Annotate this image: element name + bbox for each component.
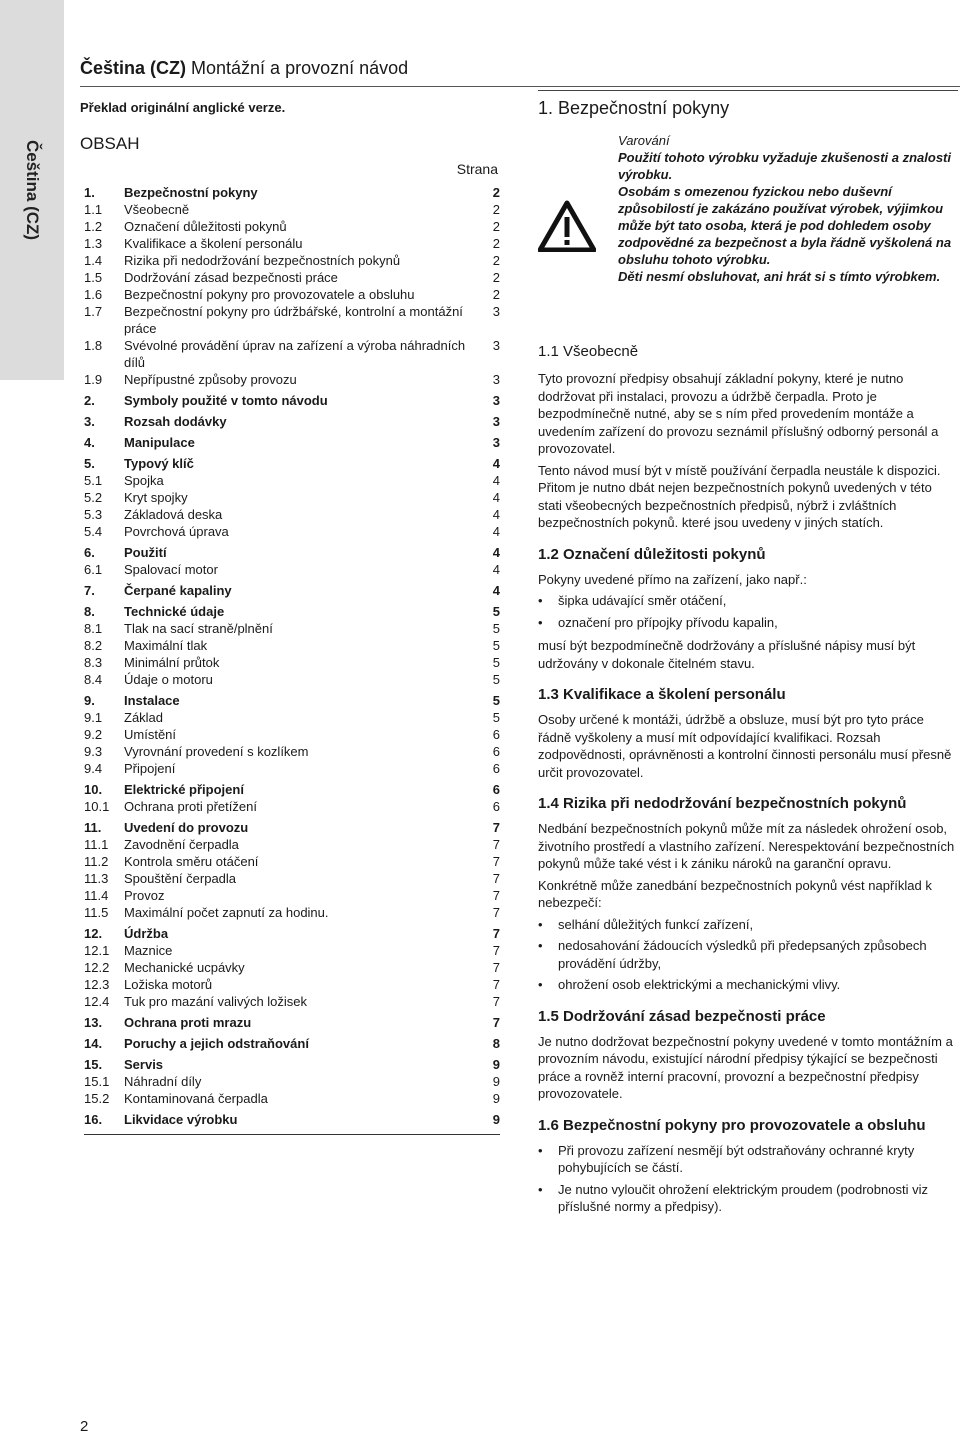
toc-number: 10. <box>84 782 103 797</box>
toc-page: 7 <box>492 977 500 992</box>
toc-row <box>84 489 500 506</box>
toc-row <box>84 184 500 201</box>
toc-page: 9 <box>492 1074 500 1089</box>
toc-label: Symboly použité v tomto návodu <box>124 393 328 408</box>
toc-page: 8 <box>492 1036 500 1051</box>
toc-label: Tlak na sací straně/plnění <box>124 621 273 636</box>
toc-row <box>84 620 500 637</box>
toc-row <box>84 544 500 561</box>
toc-label: Umístění <box>124 727 177 742</box>
title-divider <box>80 86 960 87</box>
toc-page: 4 <box>492 473 500 488</box>
toc-row <box>84 1090 500 1107</box>
toc-row <box>84 836 500 853</box>
toc-page: 7 <box>492 871 500 886</box>
toc-row <box>84 286 500 303</box>
toc-label: Elektrické připojení <box>124 782 244 797</box>
toc-number: 11.4 <box>84 888 109 903</box>
toc-page: 4 <box>492 562 500 577</box>
section-1-3-heading: 1.3 Kvalifikace a školení personálu <box>538 686 786 703</box>
toc-number: 11.5 <box>84 905 109 920</box>
toc-row <box>84 925 500 942</box>
toc-label: Likvidace výrobku <box>124 1112 238 1127</box>
warning-line: Použití tohoto výrobku vyžaduje zkušenosti a znalosti výrobku. <box>618 150 951 182</box>
toc-number: 5.1 <box>84 473 103 488</box>
toc-row <box>84 1111 500 1128</box>
toc-number: 15.1 <box>84 1074 110 1089</box>
paragraph: Pokyny uvedené přímo na zařízení, jako např.: <box>538 571 807 587</box>
toc-page: 7 <box>492 820 500 835</box>
toc-page: 6 <box>492 727 500 742</box>
toc-row <box>84 561 500 578</box>
toc-label: Bezpečnostní pokyny pro údržbářské, kontrolní a montážní práce <box>124 304 463 336</box>
toc-number: 15.2 <box>84 1091 110 1106</box>
toc-page: 5 <box>492 621 500 636</box>
toc-label: Ložiska motorů <box>124 977 213 992</box>
toc-page: 4 <box>492 545 500 560</box>
page-title-rest: Montážní a provozní návod <box>186 58 409 78</box>
toc-label: Technické údaje <box>124 604 225 619</box>
toc-label: Maznice <box>124 943 173 958</box>
toc-page: 3 <box>492 304 500 319</box>
toc-label: Svévolné provádění úprav na zařízení a výroba náhradních dílů <box>124 338 466 370</box>
toc-page: 6 <box>492 799 500 814</box>
toc-label: Označení důležitosti pokynů <box>124 219 287 234</box>
toc-label: Uvedení do provozu <box>124 820 249 835</box>
toc-page: 2 <box>492 287 500 302</box>
warning-label: Varování <box>618 133 670 148</box>
toc-label: Spouštění čerpadla <box>124 871 237 886</box>
list-item: • Při provozu zařízení nesmějí být odstraňovány ochranné kryty pohybujících se částí. <box>538 1142 958 1177</box>
toc-page: 2 <box>492 185 500 200</box>
toc-page: 7 <box>492 905 500 920</box>
toc-row <box>84 637 500 654</box>
toc-number: 5.3 <box>84 507 103 522</box>
language-side-tab <box>0 0 64 380</box>
paragraph: Tento návod musí být v místě používání čerpadla neustále k dispozici. Přitom je nutno dbát nejen bezpečnostních pokynů uvedených v této stati všeobecných bezpečnostních předpisů, nýbrž i zvláštních bezpečnostních pokynů. které jsou uvedeny v jiných statích. <box>538 462 941 530</box>
toc-row <box>84 959 500 976</box>
list-item: • označení pro přípojky přívodu kapalin, <box>538 614 958 632</box>
toc-number: 9. <box>84 693 95 708</box>
page-title <box>80 58 408 79</box>
toc-row <box>84 582 500 599</box>
list-item: • šipka udávající směr otáčení, <box>538 592 958 610</box>
toc-number: 1.4 <box>84 253 103 268</box>
toc-number: 6.1 <box>84 562 103 577</box>
toc-row <box>84 904 500 921</box>
toc-row <box>84 671 500 688</box>
toc-label: Základ <box>124 710 164 725</box>
toc-row <box>84 709 500 726</box>
toc-label: Dodržování zásad bezpečnosti práce <box>124 270 338 285</box>
toc-number: 1. <box>84 185 95 200</box>
list-item: • Je nutno vyloučit ohrožení elektrickým proudem (podrobnosti viz příslušné normy a předpisy). <box>538 1181 958 1216</box>
page-number: 2 <box>80 1418 89 1435</box>
toc-number: 8.2 <box>84 638 103 653</box>
toc-label: Spalovací motor <box>124 562 218 577</box>
toc-heading: OBSAH <box>80 134 140 153</box>
toc-number: 6. <box>84 545 95 560</box>
toc-label: Kontaminovaná čerpadla <box>124 1091 268 1106</box>
toc-page: 6 <box>492 761 500 776</box>
toc-page-column-header: Strana <box>456 161 498 177</box>
toc-row <box>84 413 500 430</box>
toc-label: Ochrana proti přetížení <box>124 799 257 814</box>
toc-page: 9 <box>492 1091 500 1106</box>
section-1-1-heading: 1.1 Všeobecně <box>538 343 639 360</box>
toc-label: Ochrana proti mrazu <box>124 1015 252 1030</box>
warning-text <box>618 132 958 285</box>
toc-label: Provoz <box>124 888 165 903</box>
toc-number: 8.4 <box>84 672 103 687</box>
toc-number: 12.2 <box>84 960 110 975</box>
toc-page: 7 <box>492 854 500 869</box>
bullet-list <box>538 592 958 631</box>
toc-page: 7 <box>492 1015 500 1030</box>
toc-row <box>84 654 500 671</box>
toc-label: Připojení <box>124 761 176 776</box>
toc-page: 9 <box>492 1112 500 1127</box>
toc-number: 15. <box>84 1057 103 1072</box>
toc-label: Instalace <box>124 693 180 708</box>
toc-label: Kryt spojky <box>124 490 188 505</box>
toc-page: 3 <box>492 414 500 429</box>
toc-page: 3 <box>492 435 500 450</box>
toc-page: 3 <box>492 393 500 408</box>
toc-page: 7 <box>492 926 500 941</box>
toc-number: 9.4 <box>84 761 103 776</box>
toc-number: 11.1 <box>84 837 109 852</box>
toc-label: Rizika při nedodržování bezpečnostních pokynů <box>124 253 401 268</box>
toc-page: 4 <box>492 524 500 539</box>
toc-row <box>84 235 500 252</box>
toc-page: 6 <box>492 782 500 797</box>
section-1-5-heading: 1.5 Dodržování zásad bezpečnosti práce <box>538 1007 826 1025</box>
toc-row <box>84 798 500 815</box>
toc-label: Spojka <box>124 473 164 488</box>
section-1-rule <box>538 90 958 91</box>
list-item: • nedosahování žádoucích výsledků při předepsaných způsobech provádění údržby, <box>538 937 958 972</box>
side-tab-label: Čeština (CZ) <box>23 139 42 241</box>
toc-label: Typový klíč <box>124 456 194 471</box>
toc-page: 7 <box>492 943 500 958</box>
toc-row <box>84 523 500 540</box>
toc-label: Zavodnění čerpadla <box>124 837 239 852</box>
toc-page: 2 <box>492 270 500 285</box>
bullet-list <box>538 1142 958 1216</box>
toc-number: 5.2 <box>84 490 103 505</box>
toc-number: 9.2 <box>84 727 103 742</box>
toc-label: Maximální počet zapnutí za hodinu. <box>124 905 329 920</box>
toc-row <box>84 1014 500 1031</box>
toc-number: 11.3 <box>84 871 109 886</box>
toc-label: Čerpané kapaliny <box>124 583 232 598</box>
toc-label: Mechanické ucpávky <box>124 960 245 975</box>
toc-label: Kontrola směru otáčení <box>124 854 259 869</box>
toc-row <box>84 1035 500 1052</box>
toc-label: Povrchová úprava <box>124 524 229 539</box>
toc-row <box>84 434 500 451</box>
toc-row <box>84 993 500 1010</box>
toc-number: 8.1 <box>84 621 103 636</box>
toc-number: 13. <box>84 1015 103 1030</box>
toc-label: Minimální průtok <box>124 655 220 670</box>
toc-page: 4 <box>492 490 500 505</box>
paragraph: Je nutno dodržovat bezpečnostní pokyny uvedené v tomto montážním a provozním návodu, existující národní předpisy týkající se bezpečnosti práce a rovněž interní pracovní, provozní a bezpečnostní předpisy provozovatele. <box>538 1033 953 1101</box>
paragraph: Konkrétně může zanedbání bezpečnostních pokynů vést například k nebezpečí: <box>538 877 932 910</box>
toc-row <box>84 1056 500 1073</box>
toc-page: 7 <box>492 888 500 903</box>
bullet-list <box>538 916 958 994</box>
toc-row <box>84 252 500 269</box>
table-of-contents <box>84 184 500 1128</box>
toc-row <box>84 218 500 235</box>
toc-number: 1.5 <box>84 270 103 285</box>
section-1-2-heading: 1.2 Označení důležitosti pokynů <box>538 545 766 563</box>
toc-number: 1.6 <box>84 287 103 302</box>
subtitle: Překlad originální anglické verze. <box>80 100 286 115</box>
toc-label: Všeobecně <box>124 202 190 217</box>
toc-row <box>84 760 500 777</box>
toc-page: 3 <box>492 372 500 387</box>
toc-number: 11. <box>84 820 102 835</box>
list-item: • ohrožení osob elektrickými a mechanickými vlivy. <box>538 976 958 994</box>
section-1-4-heading: 1.4 Rizika při nedodržování bezpečnostních pokynů <box>538 795 907 812</box>
toc-row <box>84 337 500 371</box>
toc-row <box>84 506 500 523</box>
toc-page: 3 <box>492 338 500 353</box>
warning-line: Děti nesmí obsluhovat, ani hrát si s tímto výrobkem. <box>618 269 941 284</box>
toc-number: 1.1 <box>84 202 103 217</box>
toc-label: Bezpečnostní pokyny <box>124 185 258 200</box>
toc-label: Maximální tlak <box>124 638 208 653</box>
toc-number: 12. <box>84 926 103 941</box>
toc-page: 5 <box>492 604 500 619</box>
section-1-heading: 1. Bezpečnostní pokyny <box>538 98 730 118</box>
toc-page: 2 <box>492 253 500 268</box>
toc-page: 7 <box>492 994 500 1009</box>
toc-row <box>84 371 500 388</box>
toc-row <box>84 726 500 743</box>
toc-page: 7 <box>492 960 500 975</box>
toc-number: 12.4 <box>84 994 110 1009</box>
sections-body <box>538 343 958 1222</box>
toc-number: 9.3 <box>84 744 103 759</box>
toc-label: Servis <box>124 1057 164 1072</box>
toc-page: 2 <box>492 219 500 234</box>
toc-page: 4 <box>492 507 500 522</box>
toc-number: 1.9 <box>84 372 103 387</box>
toc-row <box>84 455 500 472</box>
paragraph: Nedbání bezpečnostních pokynů může mít za následek ohrožení osob, životního prostředí a vlastního zařízení. Nerespektování bezpečnostních pokynů může také vést i k zániku nároků na garanční opravu. <box>538 821 955 871</box>
page-title-language: Čeština (CZ) <box>80 58 187 78</box>
toc-number: 5.4 <box>84 524 103 539</box>
toc-page: 6 <box>492 744 500 759</box>
toc-row <box>84 1073 500 1090</box>
warning-triangle-icon <box>538 200 596 252</box>
toc-label: Bezpečnostní pokyny pro provozovatele a obsluhu <box>124 287 415 302</box>
toc-row <box>84 743 500 760</box>
toc-number: 7. <box>84 583 95 598</box>
warning-line: Osobám s omezenou fyzickou nebo duševní způsobilostí je zakázáno používat výrobek, výjimkou může být tato osoba, která je pod dohledem osoby zodpovědné za bezpečnost a byla řádně vyškolená na obsluhu tohoto výrobku. <box>618 184 952 267</box>
toc-row <box>84 942 500 959</box>
toc-label: Použití <box>124 545 167 560</box>
toc-row <box>84 392 500 409</box>
toc-end-rule <box>84 1134 500 1135</box>
list-item: • selhání důležitých funkcí zařízení, <box>538 916 958 934</box>
toc-row <box>84 819 500 836</box>
paragraph: Tyto provozní předpisy obsahují základní pokyny, které je nutno dodržovat při instalaci, provozu a údržbě čerpadla. Proto je bezpodmínečně nutné, aby se s ním před provedením montáže a uvedením zařízení do provozu seznámil příslušný odborný personál a provozovatel. <box>538 371 939 456</box>
toc-number: 12.1 <box>84 943 110 958</box>
toc-page: 2 <box>492 236 500 251</box>
toc-row <box>84 692 500 709</box>
toc-label: Kvalifikace a školení personálu <box>124 236 303 251</box>
toc-number: 10.1 <box>84 799 110 814</box>
toc-label: Vyrovnání provedení s kozlíkem <box>124 744 309 759</box>
toc-page: 2 <box>492 202 500 217</box>
toc-page: 5 <box>492 710 500 725</box>
toc-number: 4. <box>84 435 95 450</box>
toc-row <box>84 870 500 887</box>
toc-label: Tuk pro mazání valivých ložisek <box>124 994 308 1009</box>
toc-number: 8. <box>84 604 95 619</box>
toc-label: Základová deska <box>124 507 223 522</box>
toc-page: 4 <box>492 583 500 598</box>
toc-page: 5 <box>492 655 500 670</box>
toc-number: 16. <box>84 1112 103 1127</box>
toc-label: Rozsah dodávky <box>124 414 227 429</box>
toc-label: Nepřípustné způsoby provozu <box>124 372 297 387</box>
paragraph: Osoby určené k montáži, údržbě a obsluze, musí být pro tyto práce řádně vyškoleny a musí mít odpovídající kvalifikaci. Rozsah zodpovědnosti, oprávněnosti a kontrolní činnosti personálu musí přesně určit provozovatel. <box>538 712 952 780</box>
paragraph: musí být bezpodmínečně dodržovány a příslušné nápisy musí být udržovány v dokonale čitelném stavu. <box>538 638 916 671</box>
toc-label: Náhradní díly <box>124 1074 202 1089</box>
toc-number: 11.2 <box>84 854 109 869</box>
toc-number: 1.8 <box>84 338 103 353</box>
toc-row <box>84 603 500 620</box>
toc-number: 1.2 <box>84 219 103 234</box>
toc-page: 9 <box>492 1057 500 1072</box>
section-1-6-heading: 1.6 Bezpečnostní pokyny pro provozovatele a obsluhu <box>538 1116 926 1134</box>
toc-page: 5 <box>492 672 500 687</box>
toc-row <box>84 472 500 489</box>
toc-page: 5 <box>492 638 500 653</box>
toc-number: 5. <box>84 456 95 471</box>
toc-number: 14. <box>84 1036 103 1051</box>
toc-page: 5 <box>492 693 500 708</box>
toc-row <box>84 976 500 993</box>
toc-row <box>84 269 500 286</box>
toc-row <box>84 781 500 798</box>
toc-row <box>84 303 500 337</box>
toc-label: Údaje o motoru <box>124 672 213 687</box>
toc-label: Údržba <box>124 926 169 941</box>
toc-label: Manipulace <box>124 435 195 450</box>
toc-row <box>84 887 500 904</box>
toc-row <box>84 853 500 870</box>
toc-number: 12.3 <box>84 977 110 992</box>
toc-number: 3. <box>84 414 95 429</box>
toc-number: 1.7 <box>84 304 103 319</box>
toc-number: 2. <box>84 393 95 408</box>
toc-number: 1.3 <box>84 236 103 251</box>
toc-row <box>84 201 500 218</box>
toc-label: Poruchy a jejich odstraňování <box>124 1036 309 1051</box>
toc-number: 8.3 <box>84 655 103 670</box>
toc-page: 7 <box>492 837 500 852</box>
toc-page: 4 <box>492 456 500 471</box>
toc-number: 9.1 <box>84 710 103 725</box>
